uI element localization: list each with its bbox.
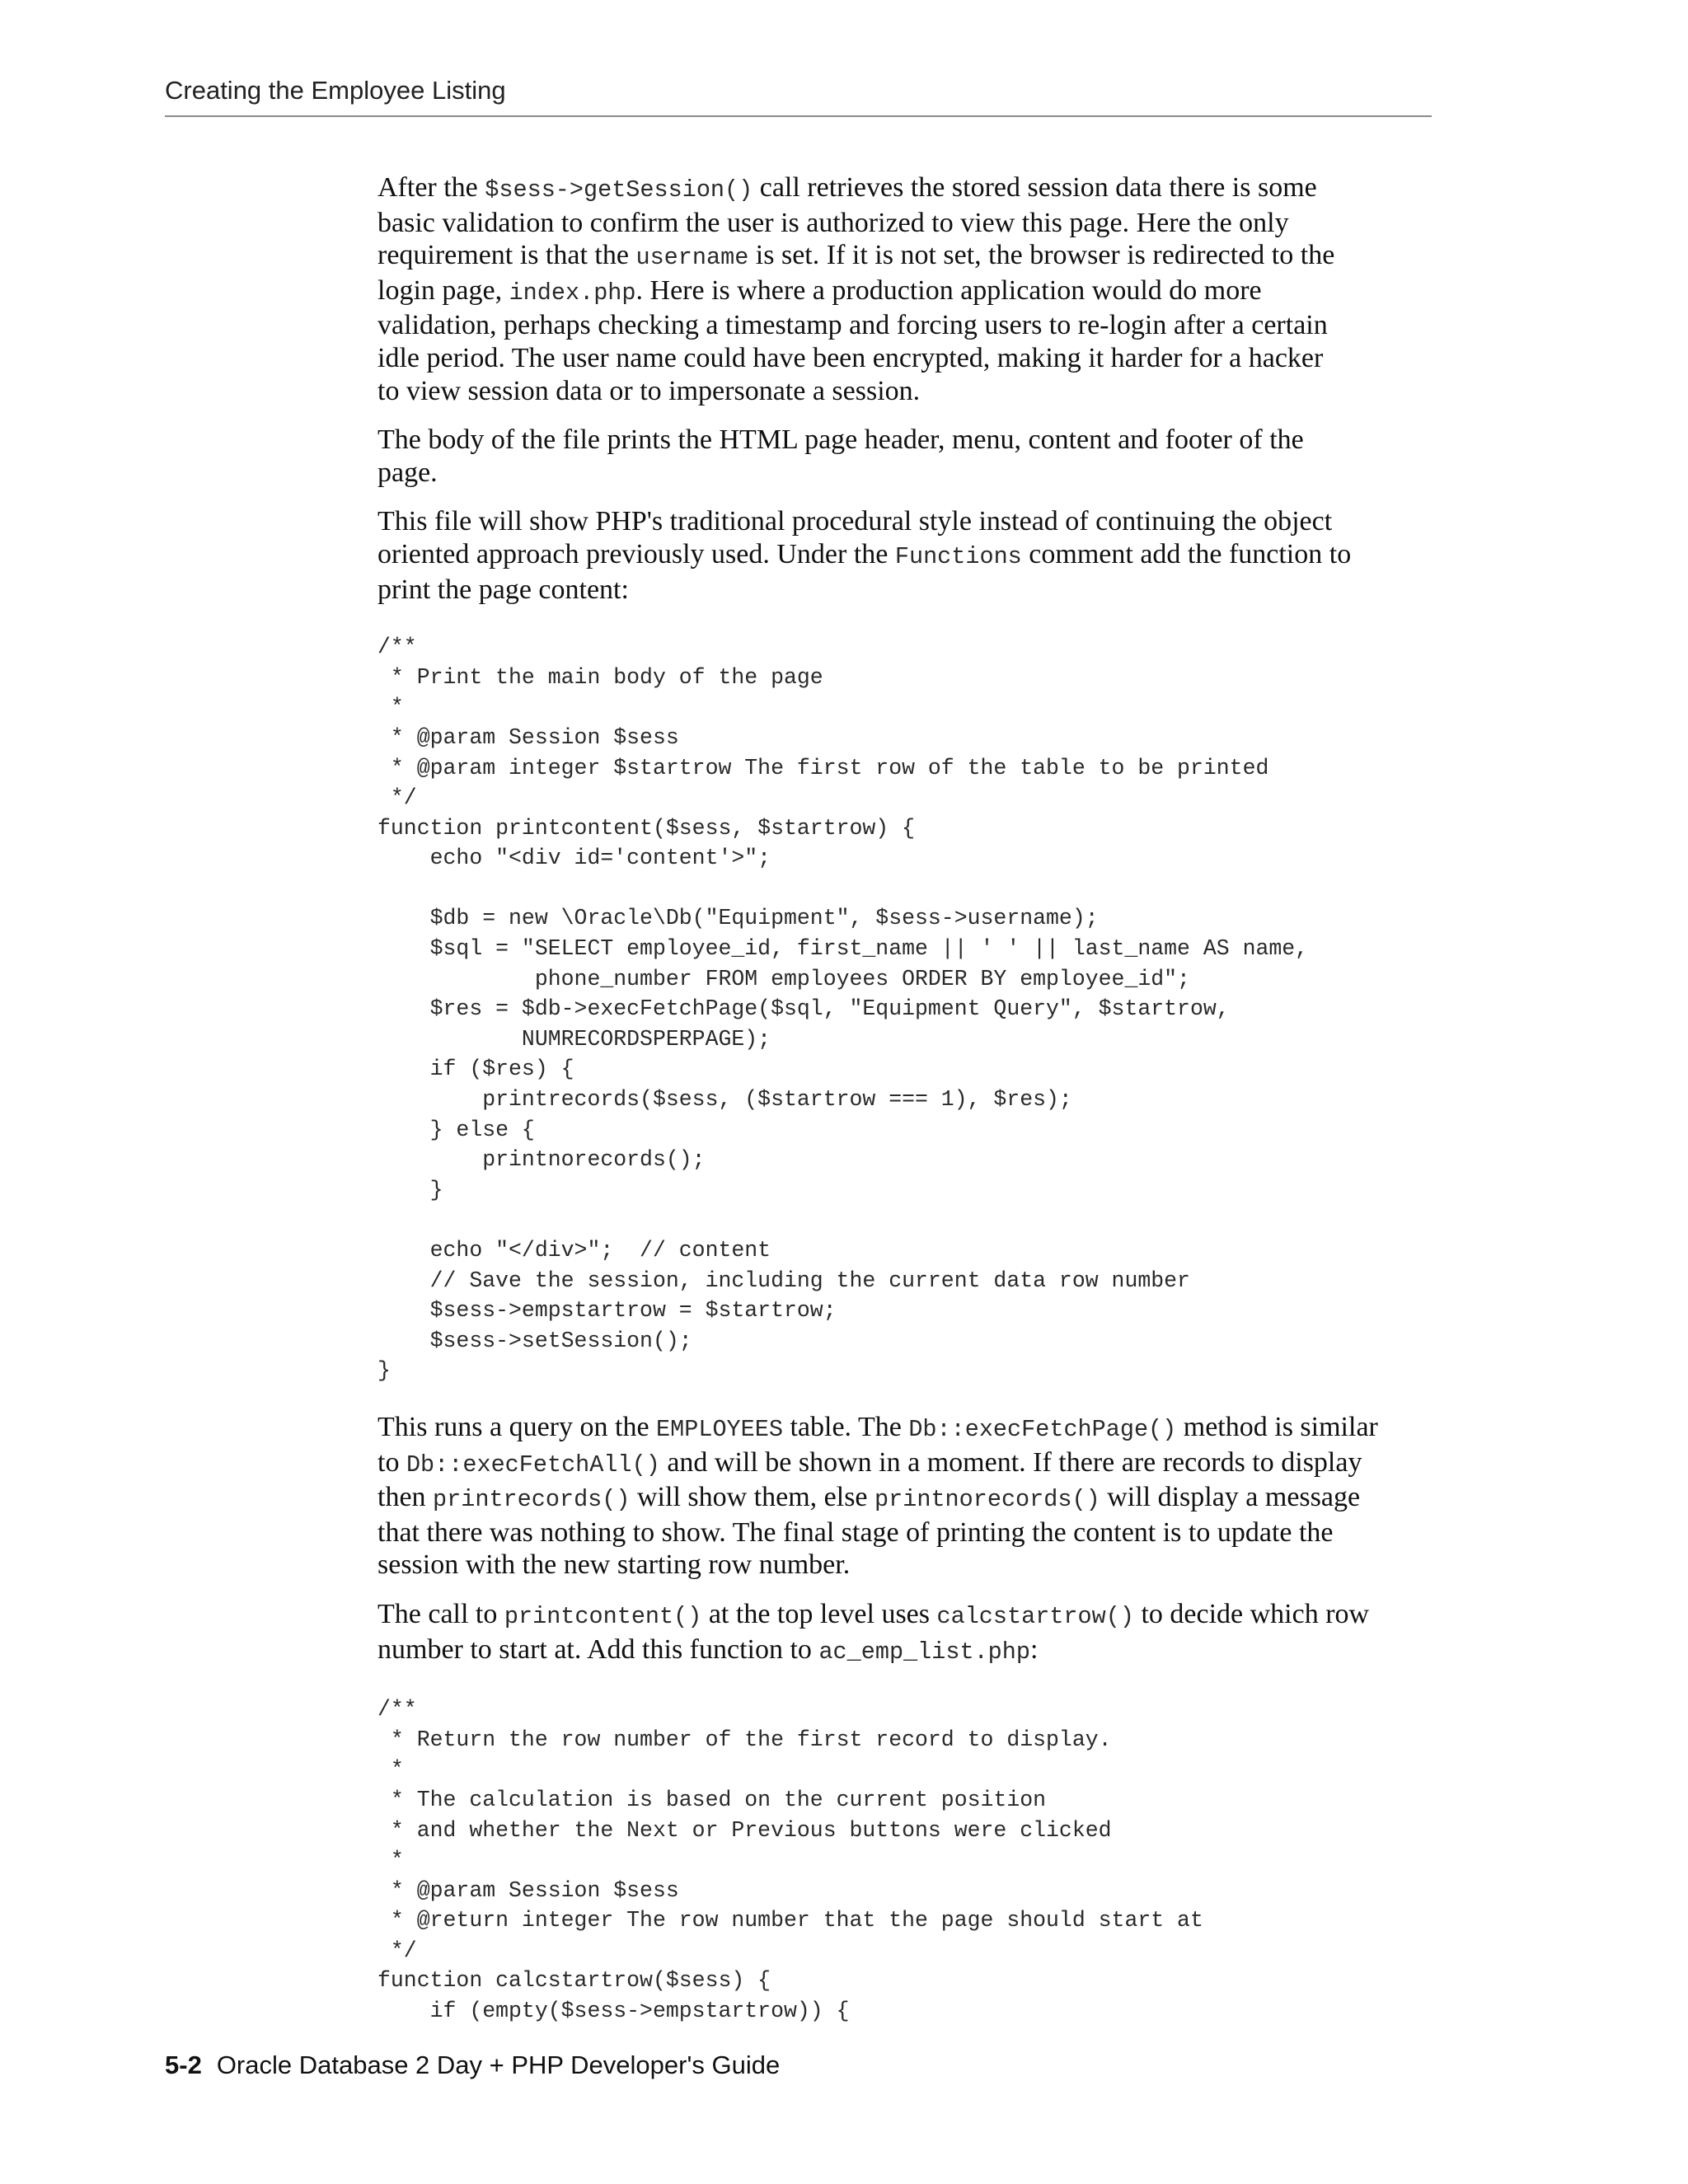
inline-text: basic validation to confirm the user is authorized to view this page. Here the only (377, 207, 1289, 238)
inline-text: The body of the file prints the HTML page header, menu, content and footer of the (377, 424, 1304, 456)
page-content (377, 171, 1441, 2027)
inline-text: : (1029, 1633, 1039, 1665)
code-block-calcstartrow: /** * Return the row number of the first record to display. * * The calculation is based on the current position * and whether the Next or Previous buttons were clicked * * @param Session $sess * @return integer The row number that the page should start at */ function calcstartrow($sess) { if (empty($sess->empstartrow)) { (377, 1697, 1203, 2024)
page-number: 5-2 (165, 2050, 202, 2079)
inline-text: login page, (377, 274, 509, 306)
inline-text: call retrieves the stored session data there is some (753, 172, 1317, 203)
inline-code: printrecords() (433, 1486, 631, 1514)
paragraph-session-validation (377, 171, 1441, 407)
inline-text: to decide which row (1133, 1598, 1370, 1629)
running-header: Creating the Employee Listing (165, 76, 506, 105)
inline-text: table. The (782, 1411, 909, 1442)
inline-text: . Here is where a production application would do more (635, 274, 1262, 306)
inline-code: calcstartrow() (936, 1602, 1134, 1630)
text-line (377, 457, 1441, 490)
paragraph-file-body (377, 424, 1441, 489)
paragraph-calcstartrow-intro (377, 1598, 1441, 1668)
text-line (377, 1633, 1441, 1669)
paragraph-query-explanation (377, 1411, 1441, 1582)
inline-code: printcontent() (504, 1602, 702, 1630)
inline-text: This file will show PHP's traditional procedural style instead of continuing the object (377, 506, 1333, 537)
inline-code: username (635, 244, 749, 272)
text-line (377, 375, 1441, 408)
book-title: Oracle Database 2 Day + PHP Developer's Guide (216, 2050, 781, 2079)
text-line (377, 171, 1441, 207)
text-line (377, 239, 1441, 274)
inline-text: that there was nothing to show. The final stage of printing the content is to update the (377, 1516, 1334, 1548)
text-line (377, 342, 1441, 375)
inline-text: number to start at. Add this function to (377, 1633, 819, 1665)
text-line (377, 538, 1441, 574)
inline-text: to (377, 1446, 406, 1478)
text-line (377, 1481, 1441, 1516)
inline-code: Functions (894, 542, 1022, 570)
inline-code: Db::execFetchPage() (908, 1415, 1177, 1443)
inline-text: method is similar (1176, 1411, 1378, 1442)
inline-text: oriented approach previously used. Under the (377, 538, 895, 569)
inline-text: then (377, 1482, 434, 1513)
text-line (377, 274, 1441, 310)
header-rule (165, 115, 1432, 117)
inline-text: page. (377, 457, 438, 488)
inline-text: After the (377, 172, 485, 203)
inline-text: comment add the function to (1021, 538, 1352, 569)
inline-text: will show them, else (630, 1482, 875, 1513)
text-line (377, 424, 1441, 457)
text-line (377, 309, 1441, 342)
text-line (377, 1516, 1441, 1549)
text-line (377, 207, 1441, 240)
inline-text: session with the new starting row number. (377, 1549, 851, 1581)
inline-text: will display a message (1100, 1482, 1361, 1513)
text-line (377, 1549, 1441, 1582)
text-line (377, 1411, 1441, 1446)
text-line (377, 1446, 1441, 1482)
inline-text: The call to (377, 1598, 504, 1629)
inline-text: requirement is that the (377, 240, 636, 271)
text-line (377, 574, 1441, 607)
inline-code: EMPLOYEES (656, 1415, 783, 1443)
inline-code: $sess->getSession() (485, 176, 753, 204)
inline-code: index.php (509, 279, 636, 307)
text-line (377, 1598, 1441, 1633)
inline-text: to view session data or to impersonate a session. (377, 375, 921, 406)
inline-text: print the page content: (377, 574, 629, 605)
inline-text: This runs a query on the (377, 1411, 657, 1442)
inline-code: ac_emp_list.php (818, 1638, 1030, 1666)
inline-text: is set. If it is not set, the browser is redirected to the (748, 240, 1335, 271)
running-footer (165, 2050, 780, 2080)
inline-code: Db::execFetchAll() (406, 1451, 660, 1479)
text-line (377, 505, 1441, 538)
inline-text: validation, perhaps checking a timestamp and forcing users to re-login after a certain (377, 310, 1328, 341)
inline-text: and will be shown in a moment. If there are records to display (659, 1446, 1362, 1478)
inline-text: idle period. The user name could have been encrypted, making it harder for a hacker (377, 342, 1324, 373)
inline-code: printnorecords() (874, 1486, 1100, 1514)
paragraph-procedural-style (377, 505, 1441, 606)
inline-text: at the top level uses (701, 1598, 937, 1629)
code-block-printcontent: /** * Print the main body of the page * * @param Session $sess * @param integer $startrow The first row of the table to be printed */ function printcontent($sess, $startrow) { echo "<div id='content'>"; $db = new \Oracle\Db("Equipment", $sess->username); $sql = "SELECT employee_id, first_name || ' ' || last_name AS name, phone_number FROM employees ORDER BY employee_id"; $res = $db->execFetchPage($sql, "Equipment Query", $startrow, NUMRECORDSPERPAGE); if ($res) { printrecords($sess, ($startrow === 1), $res); } else { printnorecords(); } echo "</div>"; // content // Save the session, including the current data row number $sess->empstartrow = $startrow; $sess->setSession(); } (377, 635, 1309, 1384)
